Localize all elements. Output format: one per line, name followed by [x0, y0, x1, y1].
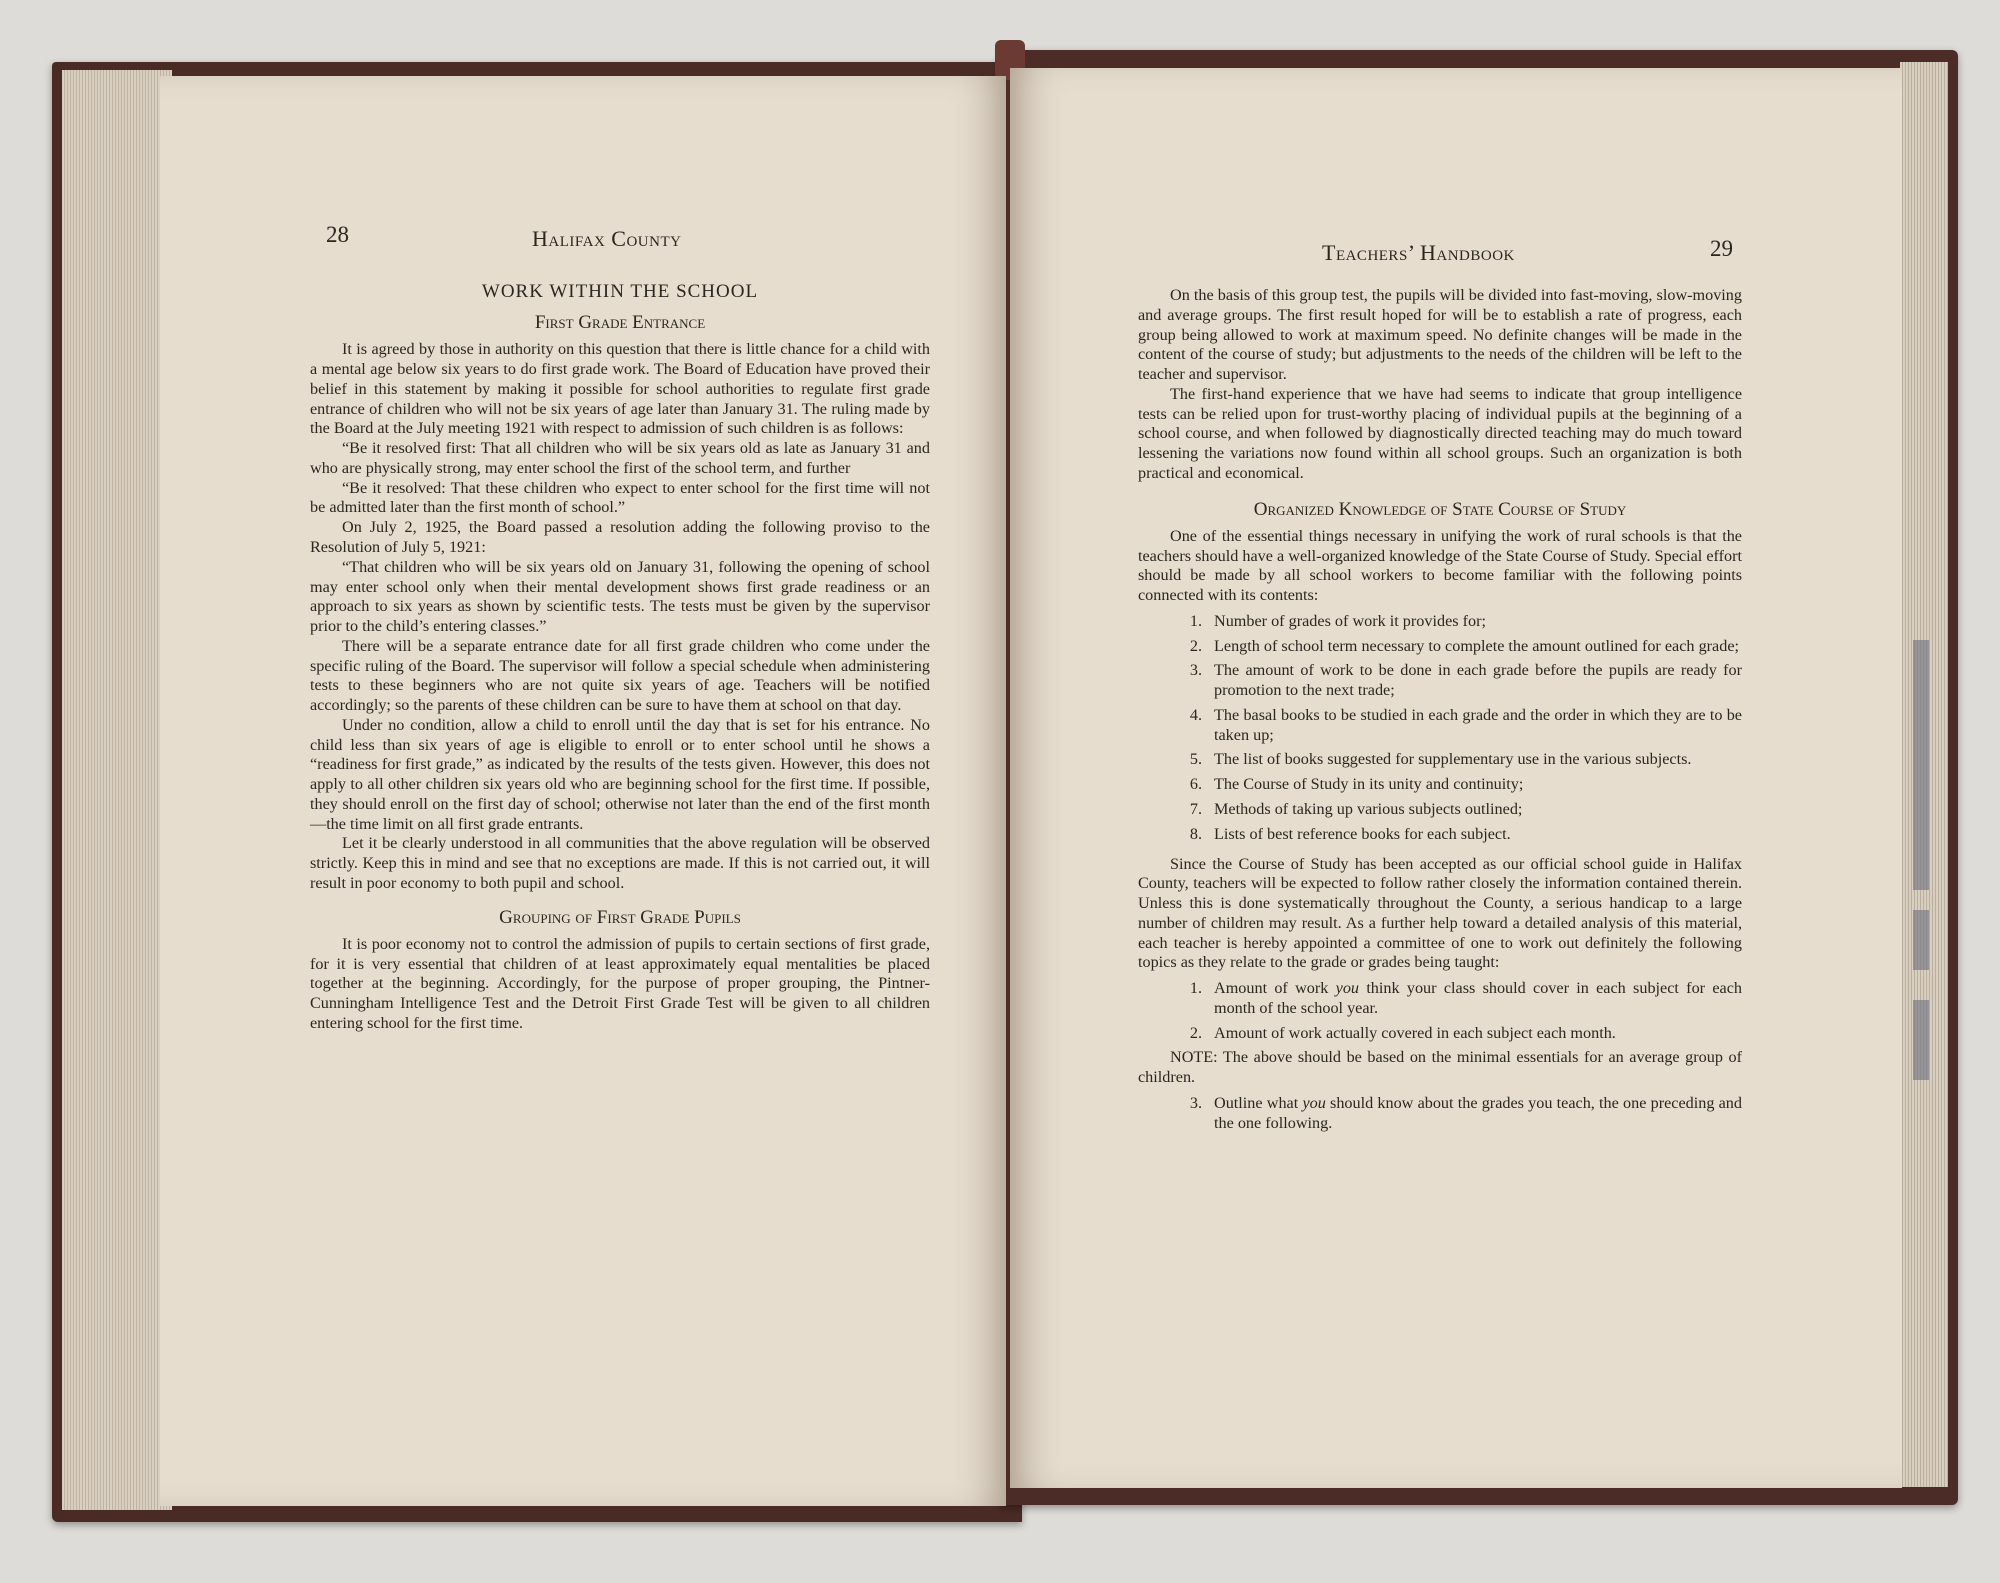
- list-item: 4. The basal books to be studied in each grade and the order in which they are to be taken up;: [1189, 705, 1742, 744]
- paragraph: “Be it resolved first: That all children who will be six years old as late as January 31 and who are physically strong, may enter school the first of the school term, and further: [310, 439, 930, 477]
- section-title: WORK WITHIN THE SCHOOL: [481, 281, 759, 302]
- topics-list-continued: [1138, 1094, 1742, 1134]
- paragraph: Let it be clearly understood in all communities that the above regulation will be observed strictly. Keep this in mind and see that no exceptions are made. If this is not carried out, it will result in poor economy to both pupil and school.: [310, 834, 930, 893]
- subsection-heading: Organized Knowledge of State Course of Study: [1253, 498, 1627, 520]
- paragraph: Under no condition, allow a child to enroll until the day that is set for his entrance. No child less than six years of age is eligible to enroll or to enter school until he shows a “readiness for first grade,” as indicated by the results of the tests given. However, this does not apply to all other children six years old who are beginning school for the first time. If possible, they should enroll on the first day of school; otherwise not later than the end of the first month—the time limit on all first grade entrants.: [310, 715, 930, 833]
- list-item: 5. The list of books suggested for supplementary use in the various subjects.: [1189, 750, 1692, 769]
- course-points-list: [1138, 612, 1742, 845]
- spine-label-mark: [1913, 910, 1929, 970]
- list-item: 6. The Course of Study in its unity and continuity;: [1189, 775, 1524, 794]
- left-page: [160, 76, 1006, 1506]
- list-item: 8. Lists of best reference books for each subject.: [1189, 824, 1511, 843]
- paragraph: It is poor economy not to control the admission of pupils to certain sections of first grade, for it is very essential that children of at least approximately equal mentalities be placed together at the beginning. Accordingly, for the purpose of proper grouping, the Pintner-Cunningham Intelligence Test and the Detroit First Grade Test will be given to all children entering school for the first time.: [310, 934, 930, 1033]
- spine-label-mark: [1913, 1000, 1929, 1080]
- page-number: 29: [1710, 236, 1733, 261]
- paragraph: On July 2, 1925, the Board passed a resolution adding the following proviso to the Resolution of July 5, 1921:: [310, 518, 930, 556]
- note: NOTE: The above should be based on the minimal essentials for an average group of children.: [1138, 1048, 1742, 1087]
- page-number: 28: [326, 222, 349, 247]
- paragraph-group: [310, 340, 930, 893]
- topics-list: [1138, 979, 1742, 1043]
- paragraph: One of the essential things necessary in unifying the work of rural schools is that the teachers should have a well-organized knowledge of the State Course of Study. Special effort should be made by all school workers to become familiar with the following points connected with its contents:: [1138, 526, 1742, 605]
- list-item: 1. Number of grades of work it provides for;: [1189, 611, 1486, 630]
- paragraph: Since the Course of Study has been accepted as our official school guide in Halifax County, teachers will be expected to follow rather closely the information contained therein. Unless this is done systematically throughout the County, a serious handicap to a large number of children may result. As a further help toward a detailed analysis of this material, each teacher is hereby appointed a committee of one to work out definitely the following topics as they relate to the grade or grades being taught:: [1138, 854, 1742, 972]
- right-page: [1010, 68, 1902, 1488]
- running-head: Teachers’ Handbook: [1322, 240, 1515, 265]
- paragraph: “That children who will be six years old on January 31, following the opening of school may enter school only when their mental development shows first grade readiness or an approach to six years as shown by scientific tests. The tests must be given by the supervisor prior to the child’s entering classes.”: [310, 557, 930, 636]
- paragraph: “Be it resolved: That these children who expect to enter school for the first time will not be admitted later than the first month of school.”: [310, 478, 930, 517]
- paragraph: On the basis of this group test, the pupils will be divided into fast-moving, slow-moving and average groups. The first result hoped for will be to establish a rate of progress, each group being allowed to work at maximum speed. No definite changes will be made in the content of the course of study; but adjustments to the needs of the children will be left to the teacher and supervisor.: [1138, 286, 1742, 384]
- list-item: 3. The amount of work to be done in each grade before the pupils are ready for promotion to the next trade;: [1189, 661, 1742, 700]
- spine-label-mark: [1913, 640, 1929, 890]
- paragraph: It is agreed by those in authority on this question that there is little chance for a child with a mental age below six years to do first grade work. The Board of Education have proved their belief in this statement by making it possible for school authorities to regulate first grade entrance of children who will not be six years of age later than January 31. The ruling made by the Board at the July meeting 1921 with respect to admission of such children is as follows:: [310, 340, 930, 438]
- list-item: 7. Methods of taking up various subjects outlined;: [1189, 800, 1523, 819]
- right-text-column: [1138, 286, 1742, 1139]
- paragraph: There will be a separate entrance date for all first grade children who come under the specific ruling of the Board. The supervisor will follow a special schedule when administering tests to these beginners who are not quite six years of age. Teachers will be notified accordingly; so the parents of these children can be sure to have them at school on that day.: [310, 636, 930, 715]
- page-edges-left: [62, 70, 172, 1510]
- running-head: Halifax County: [532, 226, 682, 251]
- subsection-heading: First Grade Entrance: [534, 312, 706, 334]
- subsection-heading: Grouping of First Grade Pupils: [499, 906, 741, 928]
- list-item: 2. Length of school term necessary to complete the amount outlined for each grade;: [1189, 636, 1740, 655]
- list-item: 1. Amount of work you think your class should cover in each subject for each month of the school year.: [1189, 979, 1742, 1017]
- list-item: 2. Amount of work actually covered in each subject each month.: [1189, 1023, 1616, 1042]
- left-text-column: [310, 272, 930, 1034]
- paragraph: The first-hand experience that we have had seems to indicate that group intelligence tests can be relied upon for trust-worthy placing of individual pupils at the beginning of a school course, and when followed by diagnostically directed teaching may do much toward lessening the variations now found within all school groups. Such an organization is both practical and economical.: [1138, 384, 1742, 482]
- list-item: 3. Outline what you should know about the grades you teach, the one preceding and the one following.: [1189, 1093, 1742, 1132]
